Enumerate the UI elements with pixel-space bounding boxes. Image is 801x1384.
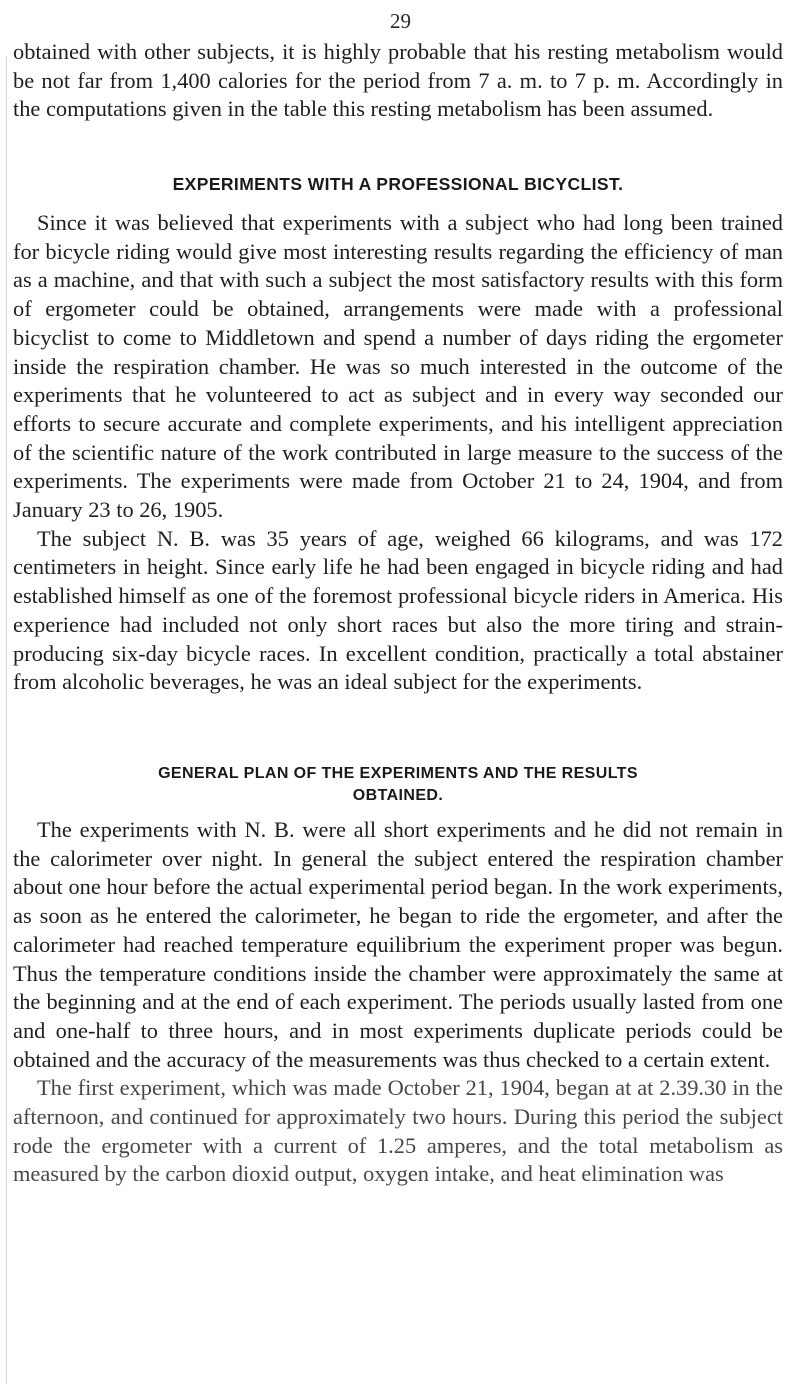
body-paragraph: The subject N. B. was 35 years of age, weighed 66 kilograms, and was 172 centimeters in height. Since early life he had been engaged in bicycle riding and had established himself as one of the foremost professional bicycle riders in America. His experience had included not only short races but also the more tiring and strain-producing six-day bicycle races. In excellent condition, practically a total abstainer from alcoholic beverages, he was an ideal subject for the experiments. (13, 525, 783, 695)
section-general-plan (13, 763, 783, 807)
intro-section (13, 38, 783, 124)
section-heading-line: OBTAINED. (352, 787, 444, 804)
section-experiments-bicyclist (13, 173, 783, 195)
page-number: 29 (390, 9, 411, 33)
scan-edge-line (6, 56, 7, 1384)
section-heading-line: GENERAL PLAN OF THE EXPERIMENTS AND THE RESULTS (158, 765, 638, 782)
section-2-body (13, 816, 783, 1189)
intro-paragraph: obtained with other subjects, it is highly probable that his resting metabolism would be not far from 1,400 calories for the period from 7 a. m. to 7 p. m. Accordingly in the computations given in the table this resting metabolism has been assumed. (13, 39, 783, 122)
body-paragraph: The first experiment, which was made October 21, 1904, began at at 2.39.30 in the afternoon, and continued for approximately two hours. During this period the subject rode the ergometer with a current of 1.25 amperes, and the total metabolism as measured by the carbon dioxid output, oxygen intake, and heat elimination was (13, 1075, 783, 1187)
body-paragraph: The experiments with N. B. were all short experiments and he did not remain in the calorimeter over night. In general the subject entered the respiration chamber about one hour before the actual experimental period began. In the work experiments, as soon as he entered the calorimeter, he began to ride the ergometer, and after the calorimeter had reached temperature equilibrium the experiment proper was begun. Thus the temperature conditions inside the chamber were approximately the same at the beginning and at the end of each experiment. The periods usually lasted from one and one-half to three hours, and in most experiments duplicate periods could be obtained and the accuracy of the measurements was thus checked to a certain extent. (13, 817, 783, 1072)
section-1-body (13, 209, 783, 697)
body-paragraph: Since it was believed that experiments with a subject who had long been trained for bicycle riding would give most interesting results regarding the efficiency of man as a machine, and that with such a subject the most satisfactory results with this form of ergometer could be obtained, arrangements were made with a professional bicyclist to come to Middletown and spend a number of days riding the ergometer inside the respiration chamber. He was so much interested in the outcome of the experiments that he volunteered to act as subject and in every way seconded our efforts to secure accurate and complete experiments, and his intelligent appreciation of the scientific nature of the work contributed in large measure to the success of the experiments. The experiments were made from October 21 to 24, 1904, and from January 23 to 26, 1905. (13, 210, 783, 523)
section-heading: EXPERIMENTS WITH A PROFESSIONAL BICYCLIST. (172, 174, 624, 194)
